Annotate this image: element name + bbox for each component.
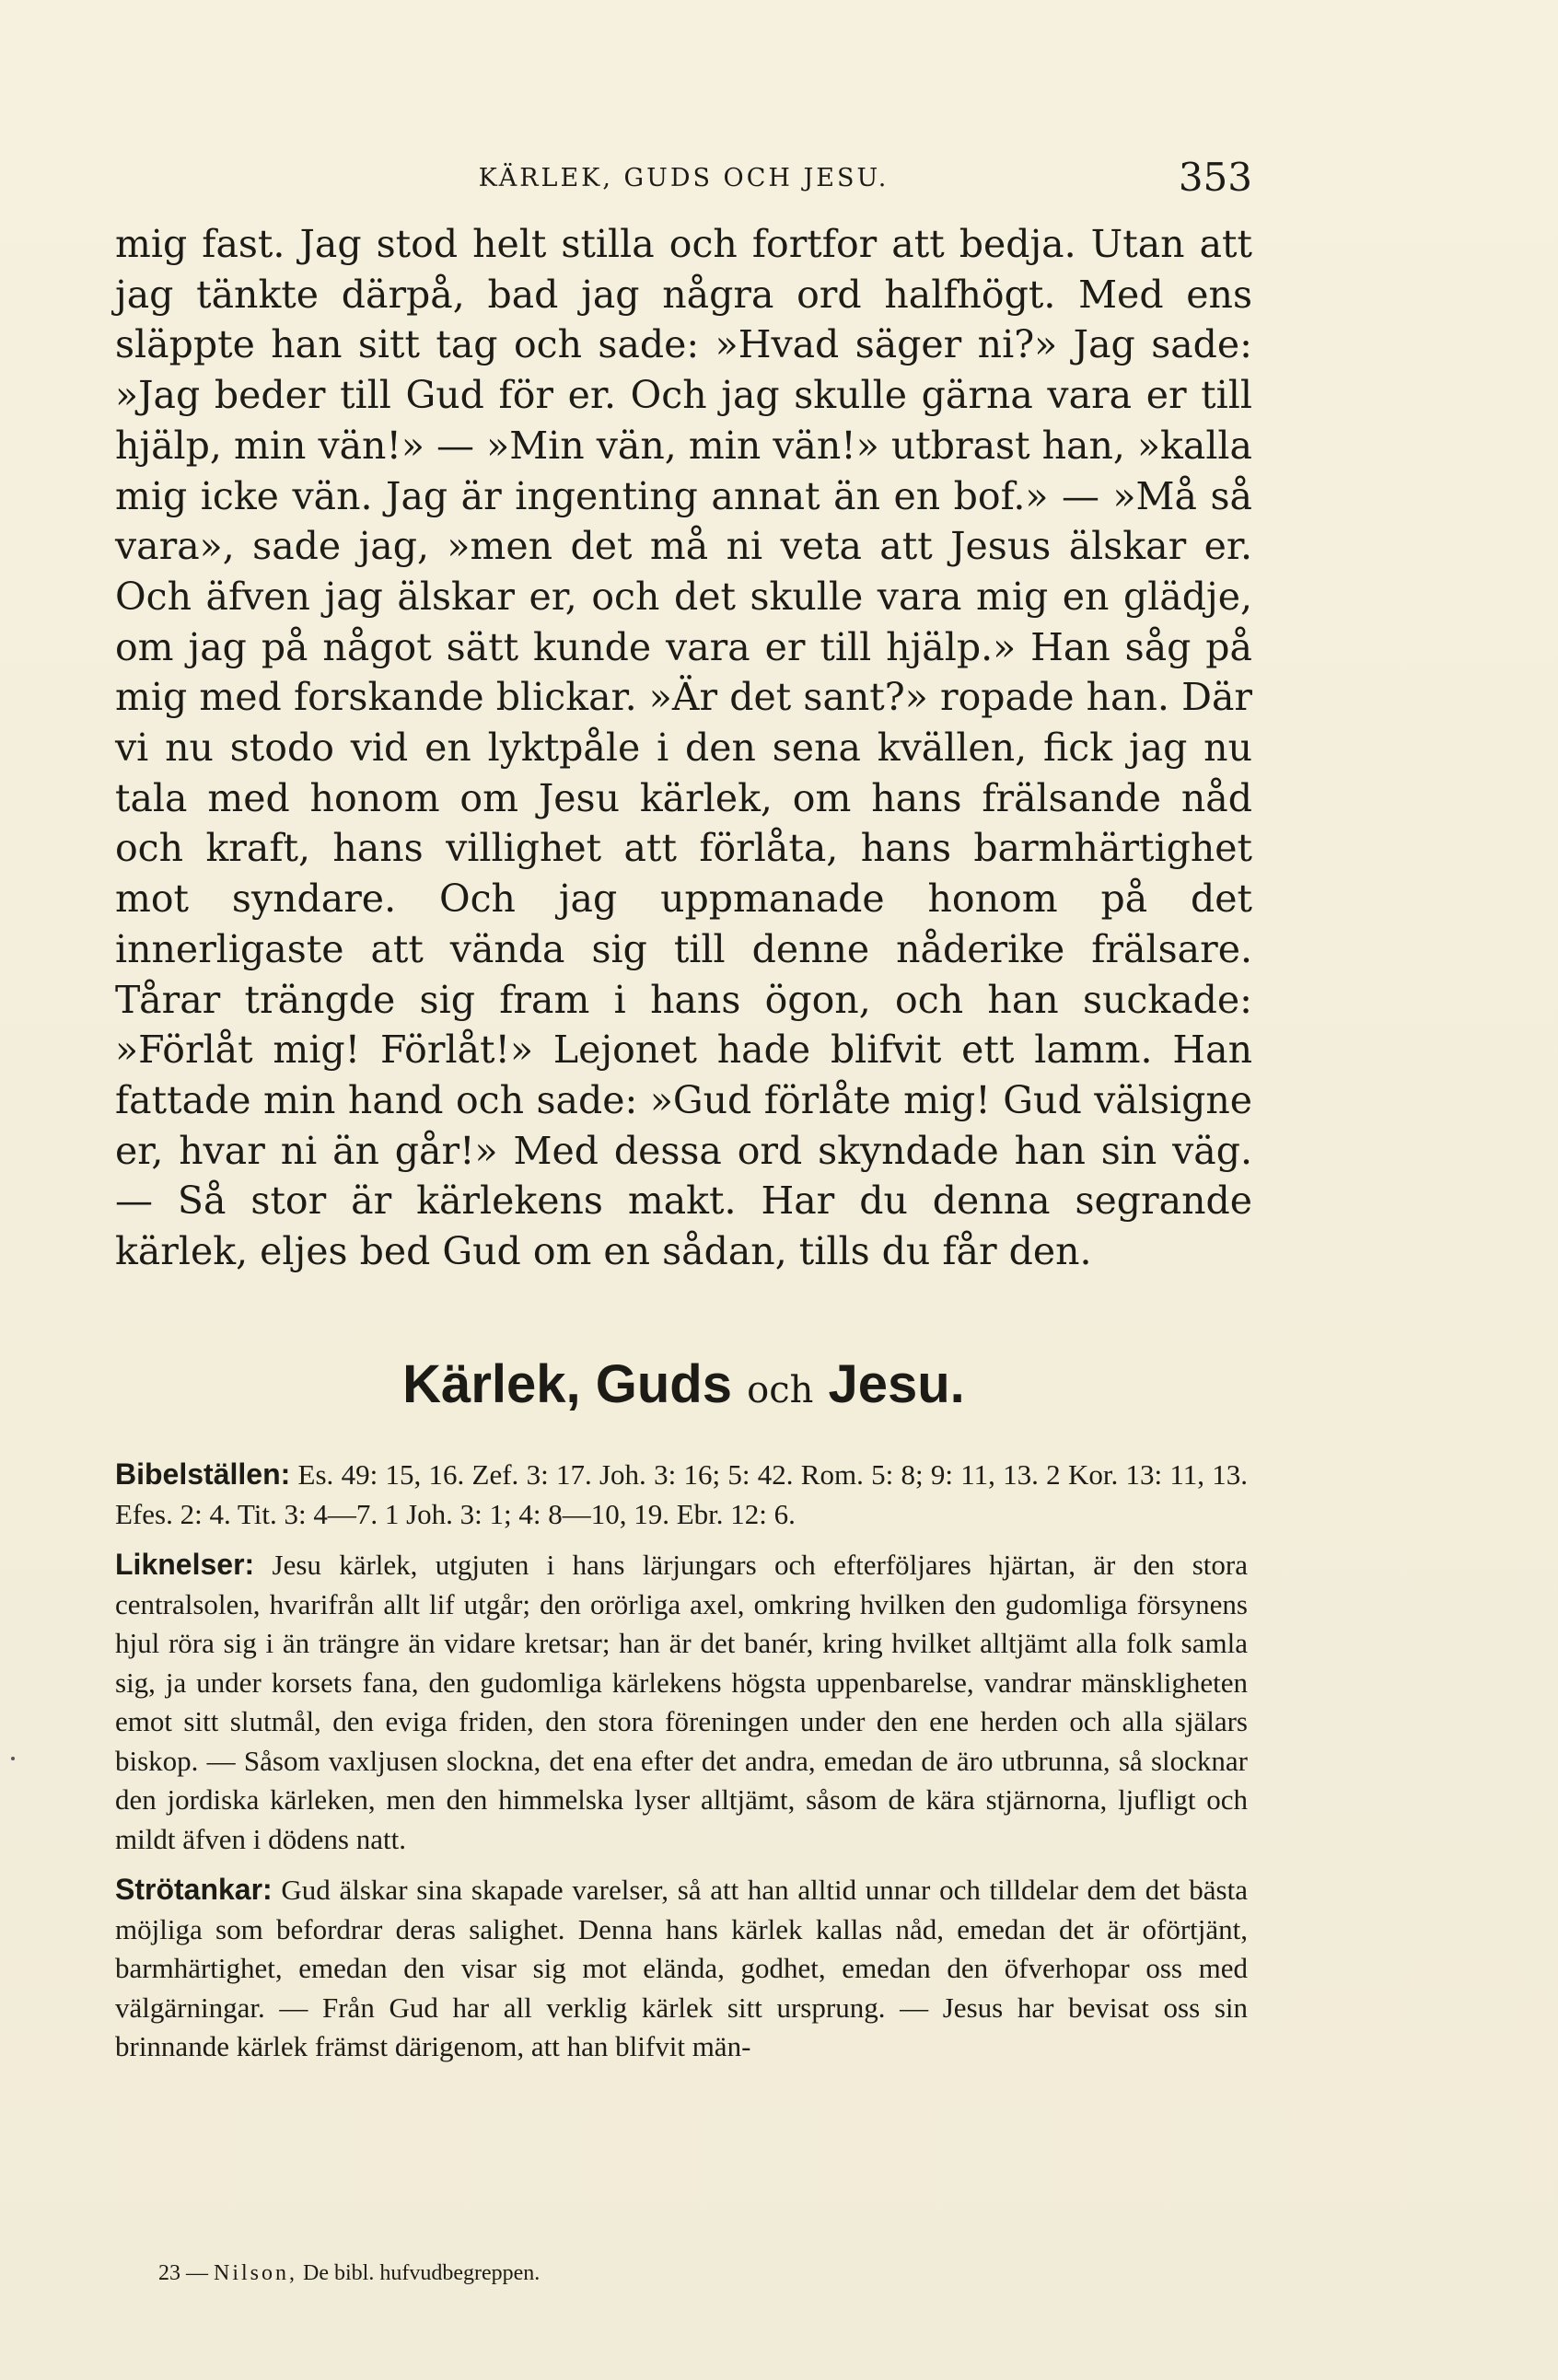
body-text — [115, 219, 1252, 1277]
signature-dash: — — [186, 2261, 208, 2285]
margin-speck — [11, 1757, 15, 1760]
signature-line — [158, 2261, 540, 2286]
running-head — [115, 155, 1252, 201]
signature-name: Nilson, — [214, 2261, 298, 2285]
body-paragraph: mig fast. Jag stod helt stilla och fortfor att bedja. Utan att jag tänkte därpå, bad jag några ord halfhögt. Med ens släppte han sitt tag och sade: »Hvad säger ni?» Jag sade: »Jag beder till Gud för er. Och jag skulle gärna vara er till hjälp, min vän!» — »Min vän, min vän!» utbrast han, »kalla mig icke vän. Jag är ingenting annat än en bof.» — »Må så vara», sade jag, »men det må ni veta att Jesus älskar er. Och äfven jag älskar er, och det skulle vara mig en glädje, om jag på något sätt kunde vara er till hjälp.» Han såg på mig med forskande blickar. »Är det sant?» ropade han. Där vi nu stodo vid en lyktpåle i den sena kvällen, fick jag nu tala med honom om Jesu kärlek, om hans frälsande nåd och kraft, hans villighet att förlåta, hans barmhärtighet mot syndare. Och jag uppmanade honom på det innerligaste att vända sig till denne nåderike frälsare. Tårar trängde sig fram i hans ögon, och han suckade: »Förlåt mig! Förlåt!» Lejonet hade blifvit ett lamm. Han fattade min hand och sade: »Gud förlåte mig! Gud välsigne er, hvar ni än går!» Med dessa ord skyndade han sin väg. — Så stor är kärlekens makt. Har du denna segrande kärlek, eljes bed Gud om en sådan, tills du får den. — [115, 222, 1252, 1274]
entry-bibelstallen — [115, 1455, 1248, 1534]
section-title — [115, 1353, 1252, 1415]
entry-label: Liknelser: — [115, 1548, 255, 1581]
section-title-och: och — [747, 1369, 814, 1411]
section-title-part2: Jesu. — [828, 1354, 965, 1414]
page-number: 353 — [1178, 155, 1252, 200]
entry-text: Gud älskar sina skapade varelser, så att han alltid unnar och tilldelar dem det bästa möjliga som befordrar deras salighet. Denna hans kärlek kallas nåd, emedan det är oförtjänt, barmhärtighet, emedan den visar sig mot elända, godhet, emedan den öfverhopar oss med välgärningar. — Från Gud har all verklig kärlek sitt ursprung. — Jesus har bevisat oss sin brinnande kärlek främst därigenom, att han blifvit män- — [115, 1874, 1248, 2062]
entry-liknelser — [115, 1545, 1248, 1859]
entries — [115, 1455, 1248, 2078]
entry-label: Bibelställen: — [115, 1457, 291, 1491]
entry-text: Jesu kärlek, utgjuten i hans lärjungars och efterföljares hjärtan, är den stora centralsolen, hvarifrån allt lif utgår; den orörliga axel, omkring hvilken den gudomliga försynens hjul röra sig i än trängre än vidare kretsar; han är det banér, kring hvilket alltjämt alla folk samla sig, ja under korsets fana, den gudomliga kärlekens högsta uppenbarelse, vandrar mänskligheten emot sitt slutmål, den eviga friden, den stora föreningen under den ene herden och alla själars biskop. — Såsom vaxljusen slockna, det ena efter det andra, emedan de äro utbrunna, så slocknar den jordiska kärleken, men den himmelska lyser alltjämt, såsom de kära stjärnorna, ljufligt och mildt äfven i dödens natt. — [115, 1549, 1248, 1855]
section-title-part1: Kärlek, Guds — [402, 1354, 732, 1414]
signature-number: 23 — [158, 2261, 180, 2285]
entry-label: Strötankar: — [115, 1873, 273, 1906]
entry-text: Es. 49: 15, 16. Zef. 3: 17. Joh. 3: 16; 5: 42. Rom. 5: 8; 9: 11, 13. 2 Kor. 13: 11, 13. Efes. 2: 4. Tit. 3: 4—7. 1 Joh. 3: 1; 4: 8—10, 19. Ebr. 12: 6. — [115, 1458, 1248, 1530]
signature-title: De bibl. hufvudbegreppen. — [303, 2261, 541, 2285]
entry-strotankar — [115, 1870, 1248, 2067]
running-title: KÄRLEK, GUDS OCH JESU. — [478, 164, 889, 192]
